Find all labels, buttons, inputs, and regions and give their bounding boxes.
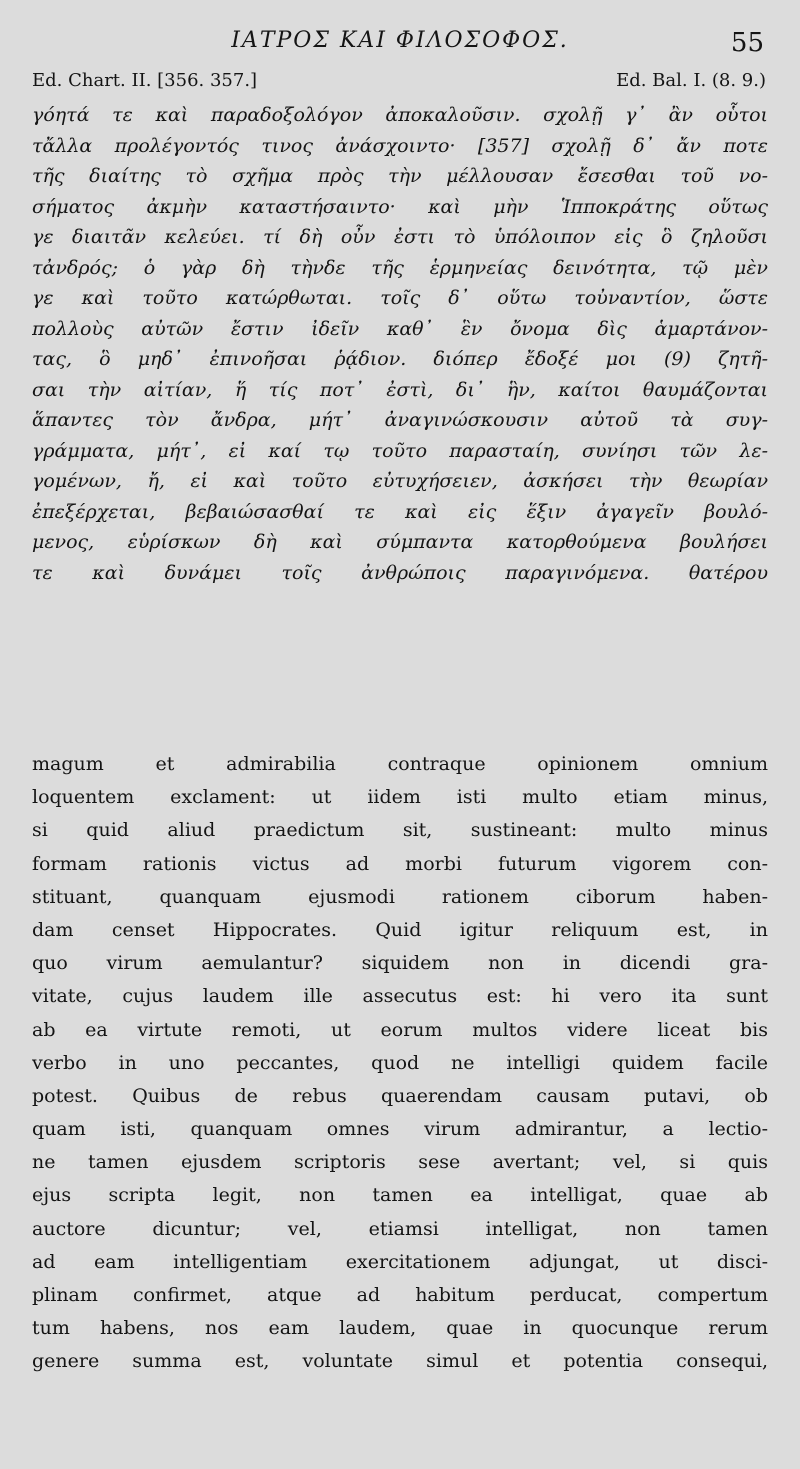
latin-line: auctore dicuntur; vel, etiamsi intelligat, non tamen (32, 1217, 768, 1240)
greek-line: γομένων, ἤ, εἰ καὶ τοῦτο εὐτυχήσειεν, ἀσκήσει τὴν θεωρίαν (32, 470, 768, 492)
greek-line: τῆς διαίτης τὸ σχῆμα πρὸς τὴν μέλλουσαν ἔσεσθαι τοῦ νο- (32, 165, 768, 187)
greek-line: τας, ὃ μηδ᾽ ἐπινοῆσαι ῥᾴδιον. διόπερ ἔδοξέ μοι (9) ζητῆ- (32, 348, 768, 370)
greek-line: μενος, εὑρίσκων δὴ καὶ σύμπαντα κατορθούμενα βουλήσει (32, 531, 768, 553)
greek-line: ἅπαντες τὸν ἄνδρα, μήτ᾽ ἀναγινώσκουσιν αὐτοῦ τὰ συγ- (32, 409, 768, 431)
latin-line: magum et admirabilia contraque opinionem omnium (32, 753, 768, 775)
latin-line: loquentem exclament: ut iidem isti multo etiam minus, (32, 786, 768, 809)
latin-line: si quid aliud praedictum sit, sustineant: multo minus (32, 819, 768, 842)
greek-text-block (32, 100, 768, 588)
latin-translation-block (32, 748, 768, 1379)
latin-line: formam rationis victus ad morbi futurum vigorem con- (32, 852, 768, 875)
latin-line: plinam confirmet, atque ad habitum perducat, compertum (32, 1284, 768, 1306)
greek-line: τἀνδρός; ὁ γὰρ δὴ τὴνδε τῆς ἑρμηνείας δεινότητα, τῷ μὲν (32, 256, 768, 279)
greek-line: ἐπεξέρχεται, βεβαιώσασθαί τε καὶ εἰς ἕξιν ἀγαγεῖν βουλό- (32, 500, 768, 523)
latin-line: genere summa est, voluntate simul et potentia consequi, (32, 1350, 768, 1373)
latin-line: quam isti, quanquam omnes virum admirantur, a lectio- (32, 1118, 768, 1141)
latin-line: potest. Quibus de rebus quaerendam causam putavi, ob (32, 1084, 768, 1107)
latin-line: quo virum aemulantur? siquidem non in dicendi gra- (32, 952, 768, 975)
latin-line: stituant, quanquam ejusmodi rationem ciborum haben- (32, 885, 768, 908)
running-head (0, 28, 800, 68)
greek-line: τἄλλα προλέγοντός τινος ἀνάσχοιντο· [357] σχολῇ δ᾽ ἄν ποτε (32, 134, 768, 157)
greek-line: σαι τὴν αἰτίαν, ἥ τίς ποτ᾽ ἐστὶ, δι᾽ ἣν, καίτοι θαυμάζονται (32, 378, 768, 401)
page-number: 55 (730, 28, 764, 58)
latin-line: tum habens, nos eam laudem, quae in quocunque rerum (32, 1317, 768, 1340)
greek-line: γράμματα, μήτ᾽, εἰ καί τῳ τοῦτο παρασταίη, συνίησι τῶν λε- (32, 439, 768, 462)
greek-line: πολλοὺς αὐτῶν ἔστιν ἰδεῖν καθ᾽ ἓν ὄνομα δὶς ἁμαρτάνον- (32, 317, 768, 340)
greek-line: γε διαιτᾶν κελεύει. τί δὴ οὖν ἐστι τὸ ὑπόλοιπον εἰς ὃ ζηλοῦσι (32, 226, 768, 248)
greek-line: γόητά τε καὶ παραδοξολόγον ἀποκαλοῦσιν. σχολῇ γ᾽ ἂν οὗτοι (32, 104, 768, 126)
greek-line: γε καὶ τοῦτο κατώρθωται. τοῖς δ᾽ οὕτω τοὐναντίον, ὥστε (32, 287, 768, 309)
latin-line: ne tamen ejusdem scriptoris sese avertant; vel, si quis (32, 1151, 768, 1174)
latin-line: vitate, cujus laudem ille assecutus est: hi vero ita sunt (32, 985, 768, 1008)
edition-reference-line (32, 70, 766, 96)
latin-line: ejus scripta legit, non tamen ea intelligat, quae ab (32, 1184, 768, 1207)
latin-line: dam censet Hippocrates. Quid igitur reliquum est, in (32, 918, 768, 941)
latin-line: ab ea virtute remoti, ut eorum multos videre liceat bis (32, 1018, 768, 1041)
greek-line: τε καὶ δυνάμει τοῖς ἀνθρώποις παραγινόμενα. θατέρου (32, 561, 768, 584)
running-title: ΙΑΤΡΟΣ ΚΑΙ ΦΙΛΟΣΟΦΟΣ. (231, 28, 569, 53)
edition-basel-ref: Ed. Bal. I. (8. 9.) (616, 70, 766, 91)
latin-line: ad eam intelligentiam exercitationem adjungat, ut disci- (32, 1250, 768, 1273)
edition-chartier-ref: Ed. Chart. II. [356. 357.] (32, 70, 258, 91)
latin-line: verbo in uno peccantes, quod ne intelligi quidem facile (32, 1051, 768, 1074)
greek-line: σήματος ἀκμὴν καταστήσαιντο· καὶ μὴν Ἱπποκράτης οὕτως (32, 195, 768, 218)
